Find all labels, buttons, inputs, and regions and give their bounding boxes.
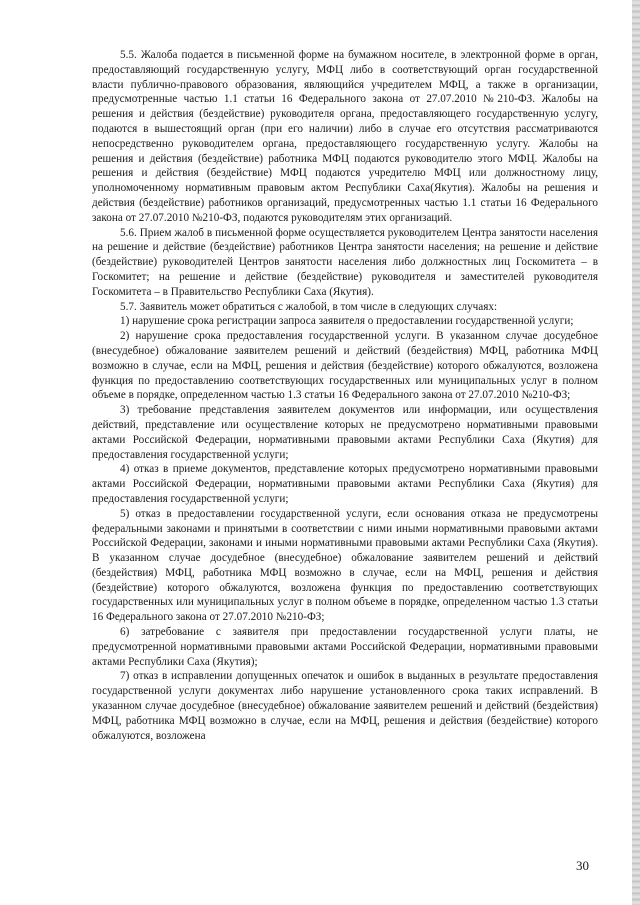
- list-item-3: 3) требование представления заявителем документов или информации, или осуществления действий, представление или осуществление которых не предусмотрено нормативными правовыми актами Российской Федерации, нормативными правовыми актами Республики Саха (Якутия) для предоставления государственной услуги;: [92, 404, 598, 461]
- list-item-6: 6) затребование с заявителя при предоставлении государственной услуги платы, не предусмотренной нормативными правовыми актами Российской Федерации, нормативными правовыми актами Республики Саха (Якутия);: [92, 626, 598, 668]
- paragraph-5-6: 5.6. Прием жалоб в письменной форме осуществляется руководителем Центра занятости населения на решение и действие (бездействие) работников Центра занятости населения; на решение и действие (бездействие) руководителей Центров занятости населения либо должностных лиц Госкомитета – в Госкомитет; на решение и действие (бездействие) руководителя и заместителей руководителя Госкомитета – в Правительство Республики Саха (Якутия).: [92, 226, 598, 298]
- list-item-4: 4) отказ в приеме документов, представление которых предусмотрено нормативными правовыми актами Российской Федерации, нормативными правовыми актами Республики Саха (Якутия) для предоставления государственной услуги;: [92, 463, 598, 505]
- page-number: 30: [576, 858, 589, 873]
- scan-edge-artifact: [632, 0, 640, 905]
- list-item-2: 2) нарушение срока предоставления государственной услуги. В указанном случае досудебное (внесудебное) обжалование заявителем решений и действий (бездействия) МФЦ, работника МФЦ возможно в случае, если на МФЦ, решения и действия (бездействие) которого обжалуются, возложена функция по предоставлению соответствующих государственных или муниципальных услуг в полном объеме в порядке, определенном частью 1.3 статьи 16 Федерального закона от 27.07.2010 №210-ФЗ;: [92, 330, 598, 402]
- paragraph-5-7: 5.7. Заявитель может обратиться с жалобой, в том числе в следующих случаях:: [120, 300, 498, 313]
- paragraph-5-5: 5.5. Жалоба подается в письменной форме на бумажном носителе, в электронной форме в орган, предоставляющий государственную услугу, МФЦ либо в соответствующий орган государственной власти публично-правового образования, являющийся учредителем МФЦ, а также в организации, предусмотренные частью 1.1 статьи 16 Федерального закона от 27.07.2010 №210-ФЗ. Жалобы на решения и действия (бездействие) руководителя органа, предоставляющего государственную услугу, подаются в вышестоящий орган (при его наличии) либо в случае его отсутствия рассматриваются непосредственно руководителем органа, предоставляющего государственную услугу. Жалобы на решения и действия (бездействие) работника МФЦ подаются руководителю этого МФЦ. Жалобы на решения и действия (бездействие) МФЦ подаются учредителю МФЦ или должностному лицу, уполномоченному нормативным правовым актом Республики Саха(Якутия). Жалобы на решения и действия (бездействие) работников организаций, предусмотренных частью 1.1 статьи 16 Федерального закона от 27.07.2010 №210-ФЗ, подаются руководителям этих организаций.: [92, 49, 598, 224]
- list-item-5: 5) отказ в предоставлении государственной услуги, если основания отказа не предусмотрены федеральными законами и принятыми в соответствии с ними иными нормативными правовыми актами Российской Федерации, законами и иными нормативными правовыми актами Республики Саха (Якутия). В указанном случае досудебное (внесудебное) обжалование заявителем решений и действий (бездействия) МФЦ, работника МФЦ возможно в случае, если на МФЦ, решения и действия (бездействие) которого обжалуются, возложена функция по предоставлению соответствующих государственных или муниципальных услуг в полном объеме в порядке, определенном частью 1.3 статьи 16 Федерального закона от 27.07.2010 №210-ФЗ;: [92, 507, 598, 624]
- document-body: [92, 48, 598, 743]
- list-item-1: 1) нарушение срока регистрации запроса заявителя о предоставлении государственной услуги;: [120, 315, 574, 328]
- list-item-7: 7) отказ в исправлении допущенных опечаток и ошибок в выданных в результате предоставления государственной услуги документах либо нарушение установленного срока таких исправлений. В указанном случае досудебное (внесудебное) обжалование заявителем решений и действий (бездействия) МФЦ, работника МФЦ возможно в случае, если на МФЦ, решения и действия (бездействие) которого обжалуются, возложена: [92, 670, 598, 742]
